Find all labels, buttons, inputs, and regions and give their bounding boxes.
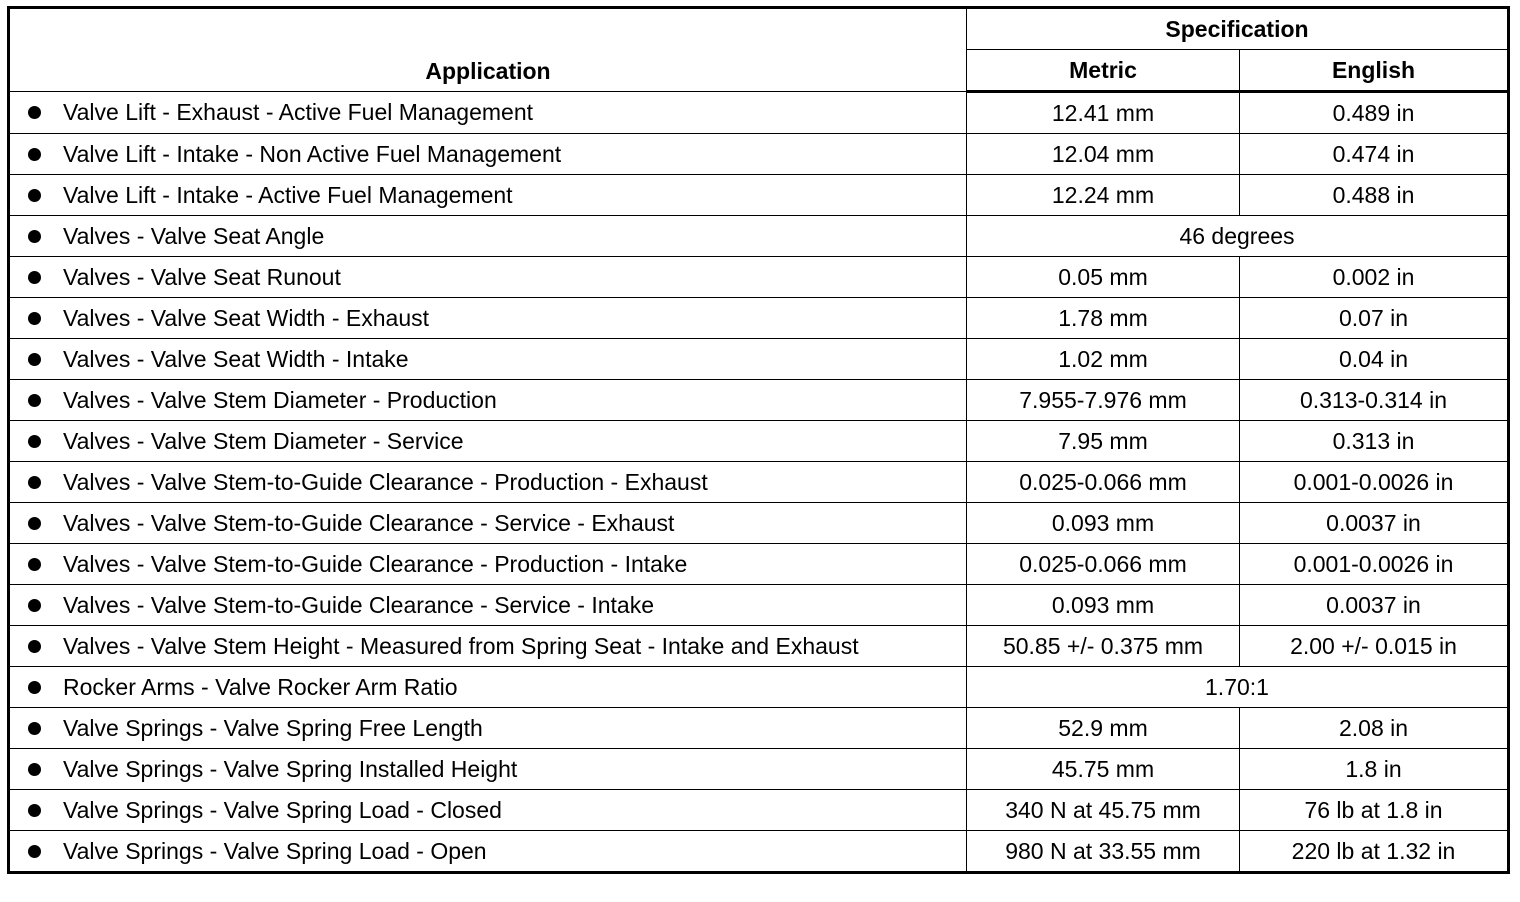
application-text: Valve Lift - Exhaust - Active Fuel Management	[63, 99, 534, 125]
application-text: Valves - Valve Stem-to-Guide Clearance - Service - Intake	[63, 591, 654, 618]
english-cell: 220 lb at 1.32 in	[1240, 831, 1509, 873]
application-cell	[9, 667, 967, 708]
metric-cell: 0.093 mm	[967, 585, 1240, 626]
valve-specification-table	[7, 6, 1510, 874]
application-cell	[9, 421, 967, 462]
application-cell	[9, 339, 967, 380]
application-text: Valve Springs - Valve Spring Installed Height	[63, 755, 518, 782]
application-text: Valve Springs - Valve Spring Load - Open	[63, 837, 487, 864]
table-body	[9, 92, 1509, 873]
application-cell	[9, 298, 967, 339]
metric-cell: 12.41 mm	[967, 92, 1240, 134]
metric-cell: 12.24 mm	[967, 175, 1240, 216]
table-row	[9, 790, 1509, 831]
table-row	[9, 421, 1509, 462]
metric-cell: 0.093 mm	[967, 503, 1240, 544]
metric-cell: 7.955-7.976 mm	[967, 380, 1240, 421]
application-cell	[9, 257, 967, 298]
bullet-icon	[28, 435, 41, 448]
bullet-icon	[28, 230, 41, 243]
application-header: Application	[9, 8, 967, 92]
metric-cell: 45.75 mm	[967, 749, 1240, 790]
english-cell: 0.0037 in	[1240, 585, 1509, 626]
english-cell: 2.08 in	[1240, 708, 1509, 749]
table-row	[9, 134, 1509, 175]
bullet-icon	[28, 517, 41, 530]
application-text: Valves - Valve Seat Width - Intake	[63, 345, 409, 372]
english-cell: 2.00 +/- 0.015 in	[1240, 626, 1509, 667]
metric-cell: 52.9 mm	[967, 708, 1240, 749]
combined-spec-cell: 1.70:1	[967, 667, 1509, 708]
metric-cell: 0.025-0.066 mm	[967, 544, 1240, 585]
table-row	[9, 626, 1509, 667]
table-row	[9, 503, 1509, 544]
application-text: Valve Springs - Valve Spring Free Length	[63, 714, 483, 741]
application-cell	[9, 216, 967, 257]
metric-cell: 1.78 mm	[967, 298, 1240, 339]
application-cell	[9, 92, 967, 134]
table-header	[9, 8, 1509, 92]
bullet-icon	[28, 189, 41, 202]
metric-cell: 12.04 mm	[967, 134, 1240, 175]
application-cell	[9, 790, 967, 831]
table-row	[9, 462, 1509, 503]
metric-cell: 340 N at 45.75 mm	[967, 790, 1240, 831]
application-cell	[9, 462, 967, 503]
bullet-icon	[28, 148, 41, 161]
english-cell: 1.8 in	[1240, 749, 1509, 790]
english-cell: 0.001-0.0026 in	[1240, 462, 1509, 503]
application-cell	[9, 708, 967, 749]
application-text: Valve Lift - Intake - Non Active Fuel Management	[63, 140, 562, 167]
metric-cell: 980 N at 33.55 mm	[967, 831, 1240, 873]
bullet-icon	[28, 271, 41, 284]
bullet-icon	[28, 599, 41, 612]
english-cell: 0.07 in	[1240, 298, 1509, 339]
bullet-icon	[28, 394, 41, 407]
bullet-icon	[28, 106, 41, 119]
metric-cell: 1.02 mm	[967, 339, 1240, 380]
table-row	[9, 298, 1509, 339]
metric-cell: 7.95 mm	[967, 421, 1240, 462]
application-text: Rocker Arms - Valve Rocker Arm Ratio	[63, 673, 458, 700]
table-row	[9, 544, 1509, 585]
table-row	[9, 339, 1509, 380]
specification-header: Specification	[967, 8, 1509, 50]
bullet-icon	[28, 312, 41, 325]
english-cell: 0.001-0.0026 in	[1240, 544, 1509, 585]
application-cell	[9, 380, 967, 421]
english-cell: 0.489 in	[1240, 92, 1509, 134]
application-text: Valves - Valve Stem-to-Guide Clearance - Production - Exhaust	[63, 468, 708, 495]
combined-spec-cell: 46 degrees	[967, 216, 1509, 257]
table-row	[9, 831, 1509, 873]
bullet-icon	[28, 476, 41, 489]
application-cell	[9, 134, 967, 175]
bullet-icon	[28, 763, 41, 776]
application-cell	[9, 503, 967, 544]
application-cell	[9, 175, 967, 216]
english-header: English	[1240, 50, 1509, 92]
application-text: Valves - Valve Seat Angle	[63, 222, 325, 249]
application-cell	[9, 544, 967, 585]
bullet-icon	[28, 845, 41, 858]
bullet-icon	[28, 722, 41, 735]
table-row	[9, 175, 1509, 216]
english-cell: 0.313-0.314 in	[1240, 380, 1509, 421]
application-cell	[9, 585, 967, 626]
english-cell: 0.488 in	[1240, 175, 1509, 216]
table-row	[9, 380, 1509, 421]
english-cell: 0.313 in	[1240, 421, 1509, 462]
table-row	[9, 667, 1509, 708]
application-cell	[9, 749, 967, 790]
table-row	[9, 585, 1509, 626]
application-cell	[9, 831, 967, 873]
application-text: Valves - Valve Seat Runout	[63, 263, 341, 290]
english-cell: 0.474 in	[1240, 134, 1509, 175]
english-cell: 76 lb at 1.8 in	[1240, 790, 1509, 831]
table-row	[9, 216, 1509, 257]
bullet-icon	[28, 640, 41, 653]
table-row	[9, 92, 1509, 134]
application-text: Valves - Valve Stem Height - Measured from Spring Seat - Intake and Exhaust	[63, 632, 859, 659]
metric-header: Metric	[967, 50, 1240, 92]
bullet-icon	[28, 353, 41, 366]
english-cell: 0.04 in	[1240, 339, 1509, 380]
english-cell: 0.002 in	[1240, 257, 1509, 298]
application-cell	[9, 626, 967, 667]
application-text: Valves - Valve Stem Diameter - Production	[63, 386, 497, 413]
application-text: Valves - Valve Stem-to-Guide Clearance - Service - Exhaust	[63, 509, 675, 536]
application-text: Valves - Valve Seat Width - Exhaust	[63, 304, 430, 331]
application-text: Valves - Valve Stem-to-Guide Clearance - Production - Intake	[63, 550, 688, 577]
table-row	[9, 708, 1509, 749]
table-row	[9, 749, 1509, 790]
table-row	[9, 257, 1509, 298]
metric-cell: 0.025-0.066 mm	[967, 462, 1240, 503]
application-text: Valve Lift - Intake - Active Fuel Management	[63, 181, 513, 208]
english-cell: 0.0037 in	[1240, 503, 1509, 544]
bullet-icon	[28, 681, 41, 694]
bullet-icon	[28, 804, 41, 817]
application-text: Valve Springs - Valve Spring Load - Closed	[63, 796, 502, 823]
bullet-icon	[28, 558, 41, 571]
metric-cell: 50.85 +/- 0.375 mm	[967, 626, 1240, 667]
application-text: Valves - Valve Stem Diameter - Service	[63, 427, 464, 454]
metric-cell: 0.05 mm	[967, 257, 1240, 298]
